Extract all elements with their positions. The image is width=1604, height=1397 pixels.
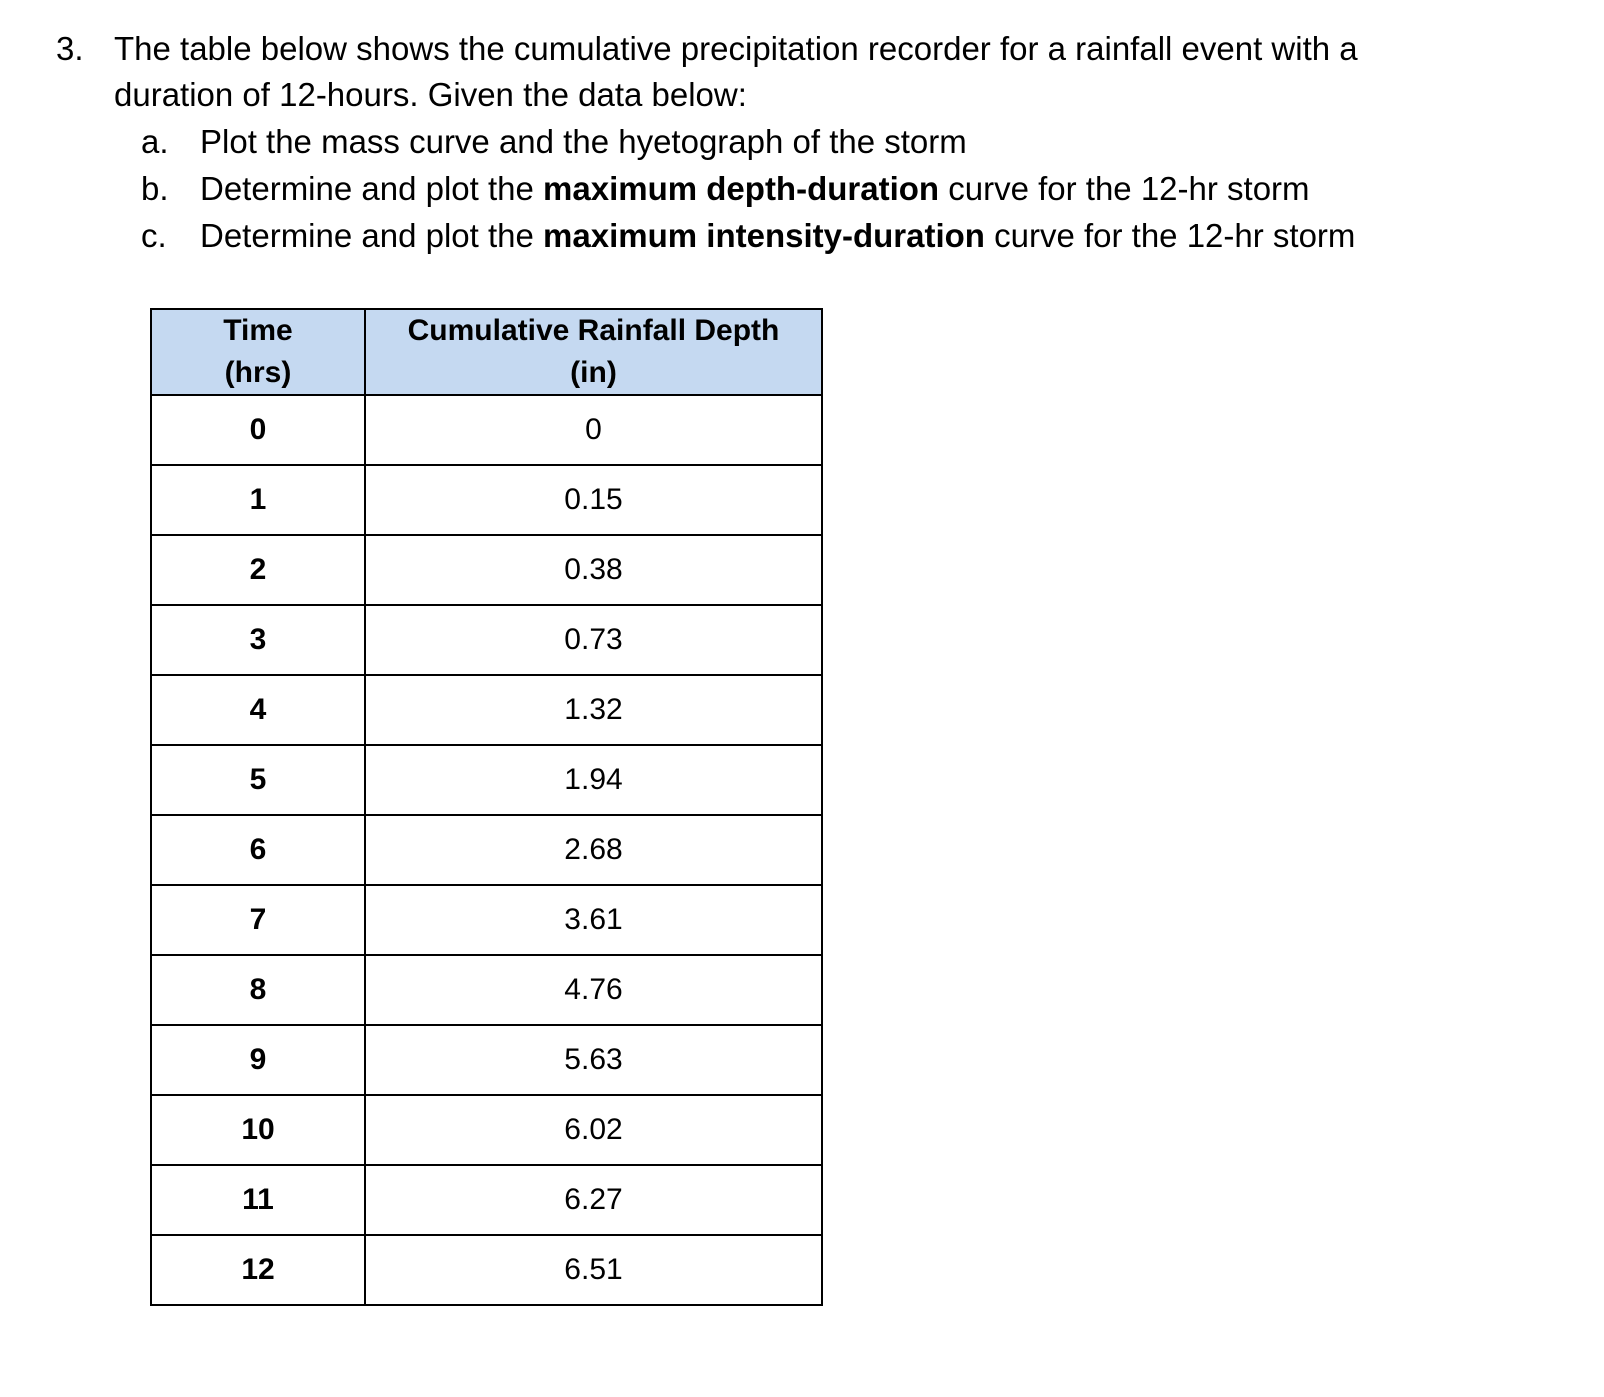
table-row bbox=[151, 1025, 822, 1095]
cell-depth: 1.94 bbox=[365, 745, 822, 815]
table-row bbox=[151, 395, 822, 465]
cell-depth: 0.38 bbox=[365, 535, 822, 605]
header-time bbox=[151, 309, 365, 395]
sub-question-letter: a. bbox=[141, 123, 169, 160]
header-time-unit: (hrs) bbox=[224, 356, 292, 389]
cell-depth: 4.76 bbox=[365, 955, 822, 1025]
header-depth-unit: (in) bbox=[570, 356, 617, 389]
cell-depth: 0.15 bbox=[365, 465, 822, 535]
cell-depth: 6.51 bbox=[365, 1235, 822, 1305]
sub-question-list bbox=[56, 118, 1576, 259]
header-depth-label: Cumulative Rainfall Depth bbox=[407, 314, 780, 347]
table-row bbox=[151, 605, 822, 675]
cell-time: 4 bbox=[151, 675, 365, 745]
table-row bbox=[151, 535, 822, 605]
table-row bbox=[151, 955, 822, 1025]
table-header-row bbox=[151, 309, 822, 395]
sub-question-text: Determine and plot the bbox=[200, 217, 544, 254]
header-time-label: Time bbox=[223, 314, 293, 347]
cell-depth: 3.61 bbox=[365, 885, 822, 955]
sub-question-text-end: curve for the 12-hr storm bbox=[984, 217, 1356, 254]
cell-depth: 1.32 bbox=[365, 675, 822, 745]
cell-time: 11 bbox=[151, 1165, 365, 1235]
problem-statement bbox=[56, 26, 1576, 259]
cell-time: 12 bbox=[151, 1235, 365, 1305]
table-row bbox=[151, 745, 822, 815]
problem-text-line-1: The table below shows the cumulative precipitation recorder for a rainfall event with a bbox=[114, 30, 1358, 67]
cell-depth: 0.73 bbox=[365, 605, 822, 675]
cell-time: 0 bbox=[151, 395, 365, 465]
sub-question-text-end: curve for the 12-hr storm bbox=[939, 170, 1310, 207]
cell-time: 7 bbox=[151, 885, 365, 955]
table-row bbox=[151, 465, 822, 535]
rainfall-data-table bbox=[150, 308, 823, 1306]
cell-time: 6 bbox=[151, 815, 365, 885]
sub-question-a bbox=[56, 118, 1576, 165]
sub-question-letter: c. bbox=[141, 217, 167, 254]
cell-time: 3 bbox=[151, 605, 365, 675]
cell-time: 2 bbox=[151, 535, 365, 605]
sub-question-letter: b. bbox=[141, 170, 169, 207]
sub-question-text: Determine and plot the bbox=[200, 170, 544, 207]
table-row bbox=[151, 815, 822, 885]
cell-depth: 2.68 bbox=[365, 815, 822, 885]
problem-line-1 bbox=[56, 26, 1576, 72]
sub-question-text: Plot the mass curve and the hyetograph of the storm bbox=[200, 123, 967, 160]
cell-time: 5 bbox=[151, 745, 365, 815]
sub-question-b bbox=[56, 165, 1576, 212]
cell-time: 10 bbox=[151, 1095, 365, 1165]
table-row bbox=[151, 675, 822, 745]
sub-question-c bbox=[56, 212, 1576, 259]
problem-text-line-2: duration of 12-hours. Given the data below: bbox=[114, 76, 747, 113]
cell-depth: 5.63 bbox=[365, 1025, 822, 1095]
cell-depth: 6.02 bbox=[365, 1095, 822, 1165]
cell-depth: 0 bbox=[365, 395, 822, 465]
cell-time: 1 bbox=[151, 465, 365, 535]
problem-number: 3. bbox=[56, 30, 84, 67]
cell-depth: 6.27 bbox=[365, 1165, 822, 1235]
sub-question-emphasis: maximum intensity-duration bbox=[543, 217, 985, 254]
table-row bbox=[151, 1095, 822, 1165]
cell-time: 9 bbox=[151, 1025, 365, 1095]
cell-time: 8 bbox=[151, 955, 365, 1025]
table-row bbox=[151, 1235, 822, 1305]
table-row bbox=[151, 885, 822, 955]
sub-question-emphasis: maximum depth-duration bbox=[543, 170, 940, 207]
table-row bbox=[151, 1165, 822, 1235]
header-depth bbox=[365, 309, 822, 395]
